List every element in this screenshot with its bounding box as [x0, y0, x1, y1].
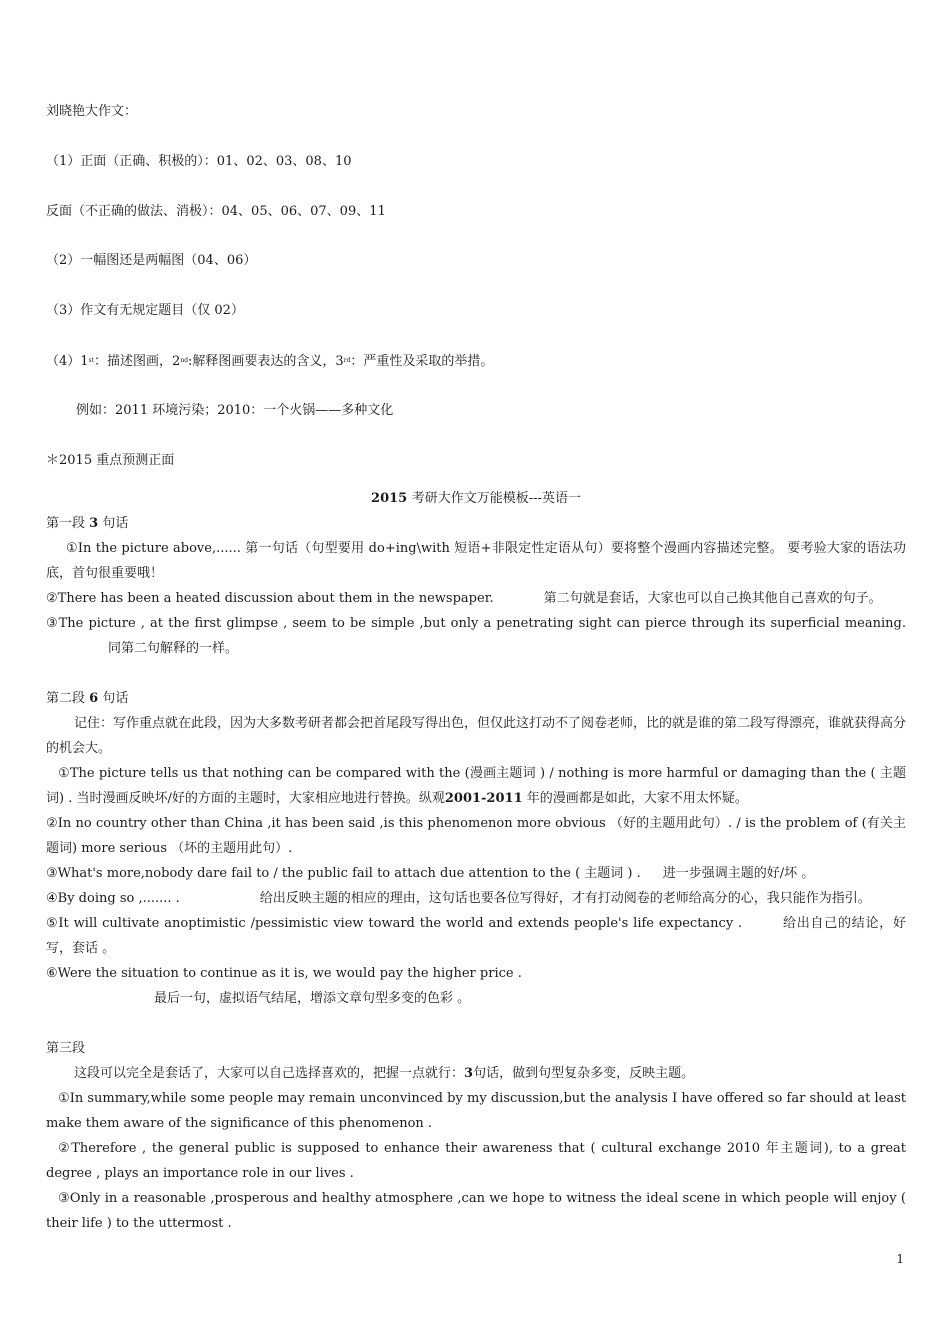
paragraph-2-heading: 第二段 6 句话 [46, 691, 129, 706]
blank-line [46, 1011, 906, 1036]
paragraph-1-heading: 第一段 3 句话 [46, 516, 129, 531]
template-title: 2015 考研大作文万能模板---英语一 [371, 491, 581, 506]
intro-notes [46, 101, 906, 499]
paragraph-1-sentence-1: ①In the picture above,...... 第一句话（句型要用 do+ing\with 短语+非限定性定语从句）要将整个漫画内容描述完整。 要考验大家的语法功底，首句很重要哦！ [46, 541, 906, 581]
intro-item-1b: 反面（不正确的做法、消极）：04、05、06、07、09、11 [46, 203, 386, 219]
paragraph-2-sentence-4: ④By doing so ,....... . 给出反映主题的相应的理由，这句话也要各位写得好，才有打动阅卷的老师给高分的心，我只能作为指引。 [46, 891, 871, 906]
paragraph-2-sentence-1: ①The picture tells us that nothing can be compared with the (漫画主题词 ) / nothing is more harmful or damaging than the ( 主题词) . 当时漫画反映坏/好的方面的主题时，大家相应地进行替换。纵观2001-2011 年的漫画都是如此，大家不用太怀疑。 [46, 766, 906, 806]
essay-template [46, 486, 906, 1236]
paragraph-3-sentence-3: ③Only in a reasonable ,prosperous and healthy atmosphere ,can we hope to witness the ideal scene in which people will enjoy ( their life ) to the uttermost . [46, 1191, 906, 1231]
intro-forecast: ＊2015 重点预测正面 [46, 452, 175, 468]
paragraph-3-note: 这段可以完全是套话了，大家可以自己选择喜欢的，把握一点就行：3句话，做到句型复杂多变，反映主题。 [74, 1066, 695, 1081]
page-number: 1 [896, 1252, 904, 1266]
blank-line [46, 661, 906, 686]
paragraph-2-sentence-6-note: 最后一句，虚拟语气结尾，增添文章句型多变的色彩 。 [154, 991, 471, 1006]
paragraph-1-sentence-3: ③The picture , at the first glimpse , seem to be simple ,but only a penetrating sight can pierce through its superficial meaning.同第二句解释的一样。 [46, 616, 906, 656]
intro-item-4: （4）1st：描述图画，2nd:解释图画要表达的含义，3rd：严重性及采取的举措。 [46, 353, 494, 369]
paragraph-1-sentence-2: ②There has been a heated discussion about them in the newspaper. 第二句就是套话，大家也可以自己换其他自己喜欢的句子。 [46, 591, 882, 606]
paragraph-2-sentence-2: ②In no country other than China ,it has been said ,is this phenomenon more obvious （好的主题用此句）. / is the problem of (有关主题词) more serious （坏的主题用此句）. [46, 816, 906, 856]
intro-title: 刘晓艳大作文： [46, 104, 138, 119]
paragraph-3-heading: 第三段 [46, 1041, 86, 1056]
paragraph-3-sentence-1: ①In summary,while some people may remain unconvinced by my discussion,but the analysis I have offered so far should at least make them aware of the significance of this phenomenon . [46, 1091, 906, 1131]
intro-item-1: （1）正面（正确、积极的）：01、02、03、08、10 [46, 153, 352, 169]
intro-item-2: （2）一幅图还是两幅图（04、06） [46, 253, 257, 269]
paragraph-2-sentence-6: ⑥Were the situation to continue as it is, we would pay the higher price . [46, 966, 522, 981]
paragraph-2-note: 记住：写作重点就在此段，因为大多数考研者都会把首尾段写得出色，但仅此这打动不了阅卷老师，比的就是谁的第二段写得漂亮，谁就获得高分的机会大。 [46, 716, 907, 756]
paragraph-2-sentence-5: ⑤It will cultivate anoptimistic /pessimistic view toward the world and extends people's life expectancy . 给出自己的结论，好写，套话 。 [46, 916, 906, 956]
paragraph-2-sentence-3: ③What's more,nobody dare fail to / the public fail to attach due attention to the ( 主题词 ) . 进一步强调主题的好/坏 。 [46, 866, 815, 881]
intro-example: 例如：2011 环境污染；2010：一个火锅——多种文化 [76, 402, 394, 418]
paragraph-3-sentence-2: ②Therefore , the general public is supposed to enhance their awareness that ( cultural exchange 2010 年主题词), to a great degree , plays an importance role in our lives . [46, 1141, 906, 1181]
intro-item-3: （3）作文有无规定题目（仅 02） [46, 303, 244, 319]
